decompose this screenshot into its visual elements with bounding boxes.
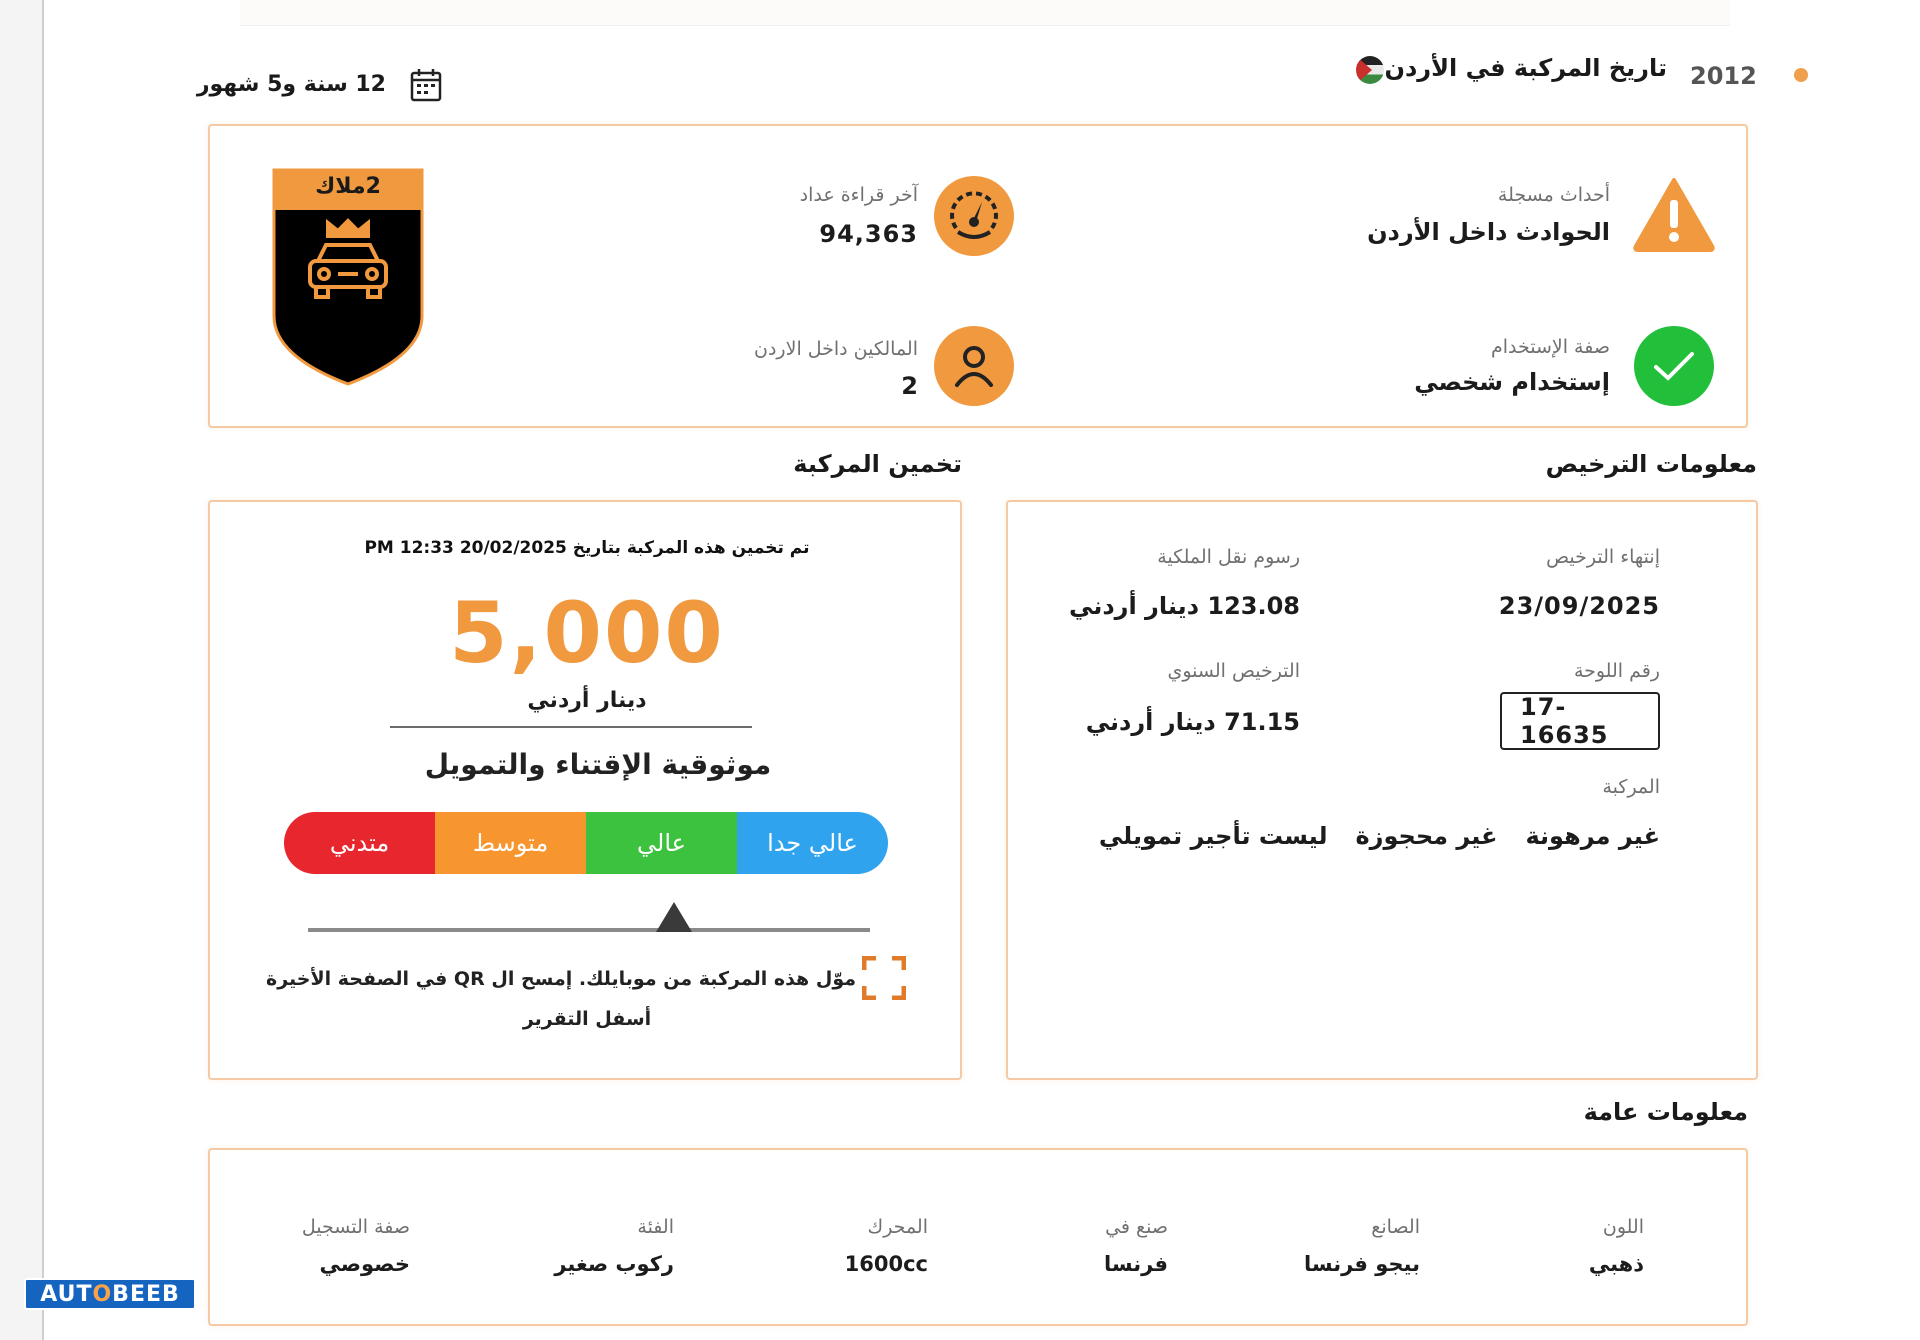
qr-note-line1: موّل هذه المركبة من موبايلك. إمسح ال QR في الصفحة الأخيرة <box>266 968 856 990</box>
jordan-flag-icon <box>1356 56 1384 84</box>
owners-badge <box>270 166 426 388</box>
vehicle-age: 12 سنة و5 شهور <box>196 72 386 97</box>
plate-number: 17-16635 <box>1500 692 1660 750</box>
general-card <box>208 1148 1748 1326</box>
summary-card <box>208 124 1748 428</box>
owners-label: المالكين داخل الاردن <box>754 338 918 360</box>
transfer-fee-value: 123.08 دينار أردني <box>1069 592 1300 620</box>
reliability-track <box>308 928 870 932</box>
valuation-amount: 5,000 <box>449 584 725 682</box>
general-section-title: معلومات عامة <box>1583 1098 1748 1126</box>
timeline-dot <box>1794 68 1808 82</box>
valuation-date: تم تخمين هذه المركبة بتاريخ 20/02/2025 12:33 PM <box>364 538 810 558</box>
calendar-icon <box>410 68 442 102</box>
usage-label: صفة الإستخدام <box>1490 336 1610 358</box>
owners-badge-label: 2ملاك <box>315 174 381 199</box>
field-color: اللون ذهبي <box>1588 1216 1644 1276</box>
history-title: تاريخ المركبة في الأردن <box>1384 54 1667 82</box>
status-not-mortgaged: غير مرهونة <box>1525 822 1660 850</box>
scale-high: عالي <box>586 812 737 874</box>
status-not-seized: غير محجوزة <box>1355 822 1498 850</box>
autobeeb-watermark: AUT O BEEB <box>24 1278 196 1310</box>
check-icon <box>1634 326 1714 406</box>
odometer-value: 94,363 <box>819 220 918 248</box>
valuation-card <box>208 500 962 1080</box>
transfer-fee-label: رسوم نقل الملكية <box>1157 546 1300 568</box>
usage-value: إستخدام شخصي <box>1414 368 1610 396</box>
license-expiry-value: 23/09/2025 <box>1498 592 1660 620</box>
previous-section-edge <box>240 0 1730 26</box>
owners-value: 2 <box>901 372 918 400</box>
valuation-divider <box>390 726 752 728</box>
plate-label: رقم اللوحة <box>1573 660 1660 682</box>
annual-license-value: 71.15 دينار أردني <box>1085 708 1300 736</box>
reliability-marker <box>656 902 692 932</box>
scale-medium: متوسط <box>435 812 586 874</box>
field-manufacturer: الصانع بيجو فرنسا <box>1303 1216 1420 1276</box>
scale-low: متدني <box>284 812 435 874</box>
speedometer-icon <box>934 176 1014 256</box>
field-category: الفئة ركوب صغير <box>554 1216 674 1276</box>
vehicle-status-list <box>1099 822 1660 850</box>
status-not-leased: ليست تأجير تمويلي <box>1098 822 1328 850</box>
odometer-label: آخر قراءة عداد <box>799 184 918 206</box>
valuation-section-title: تخمين المركبة <box>793 450 962 478</box>
license-card <box>1006 500 1758 1080</box>
events-value: الحوادث داخل الأردن <box>1367 218 1610 246</box>
field-registration-type: صفة التسجيل خصوصي <box>301 1216 410 1276</box>
field-engine: المحرك 1600cc <box>844 1216 928 1276</box>
annual-license-label: الترخيص السنوي <box>1167 660 1300 682</box>
warning-icon <box>1632 176 1716 252</box>
scale-very-high: عالي جدا <box>737 812 888 874</box>
manufacture-year: 2012 <box>1690 62 1757 90</box>
vehicle-status-label: المركبة <box>1602 776 1660 798</box>
license-section-title: معلومات الترخيص <box>1545 450 1757 478</box>
reliability-scale <box>284 812 888 874</box>
events-label: أحداث مسجلة <box>1497 184 1610 206</box>
valuation-currency: دينار أردني <box>527 688 647 713</box>
license-expiry-label: إنتهاء الترخيص <box>1546 546 1660 568</box>
person-icon <box>934 326 1014 406</box>
qr-note-line2: أسفل التقرير <box>522 1008 652 1030</box>
qr-scan-icon <box>862 956 906 1000</box>
field-made-in: صنع في فرنسا <box>1104 1216 1168 1276</box>
watermark-logo-icon: O <box>92 1281 113 1307</box>
left-gutter <box>0 0 44 1340</box>
reliability-title: موثوقية الإقتناء والتمويل <box>424 748 772 781</box>
